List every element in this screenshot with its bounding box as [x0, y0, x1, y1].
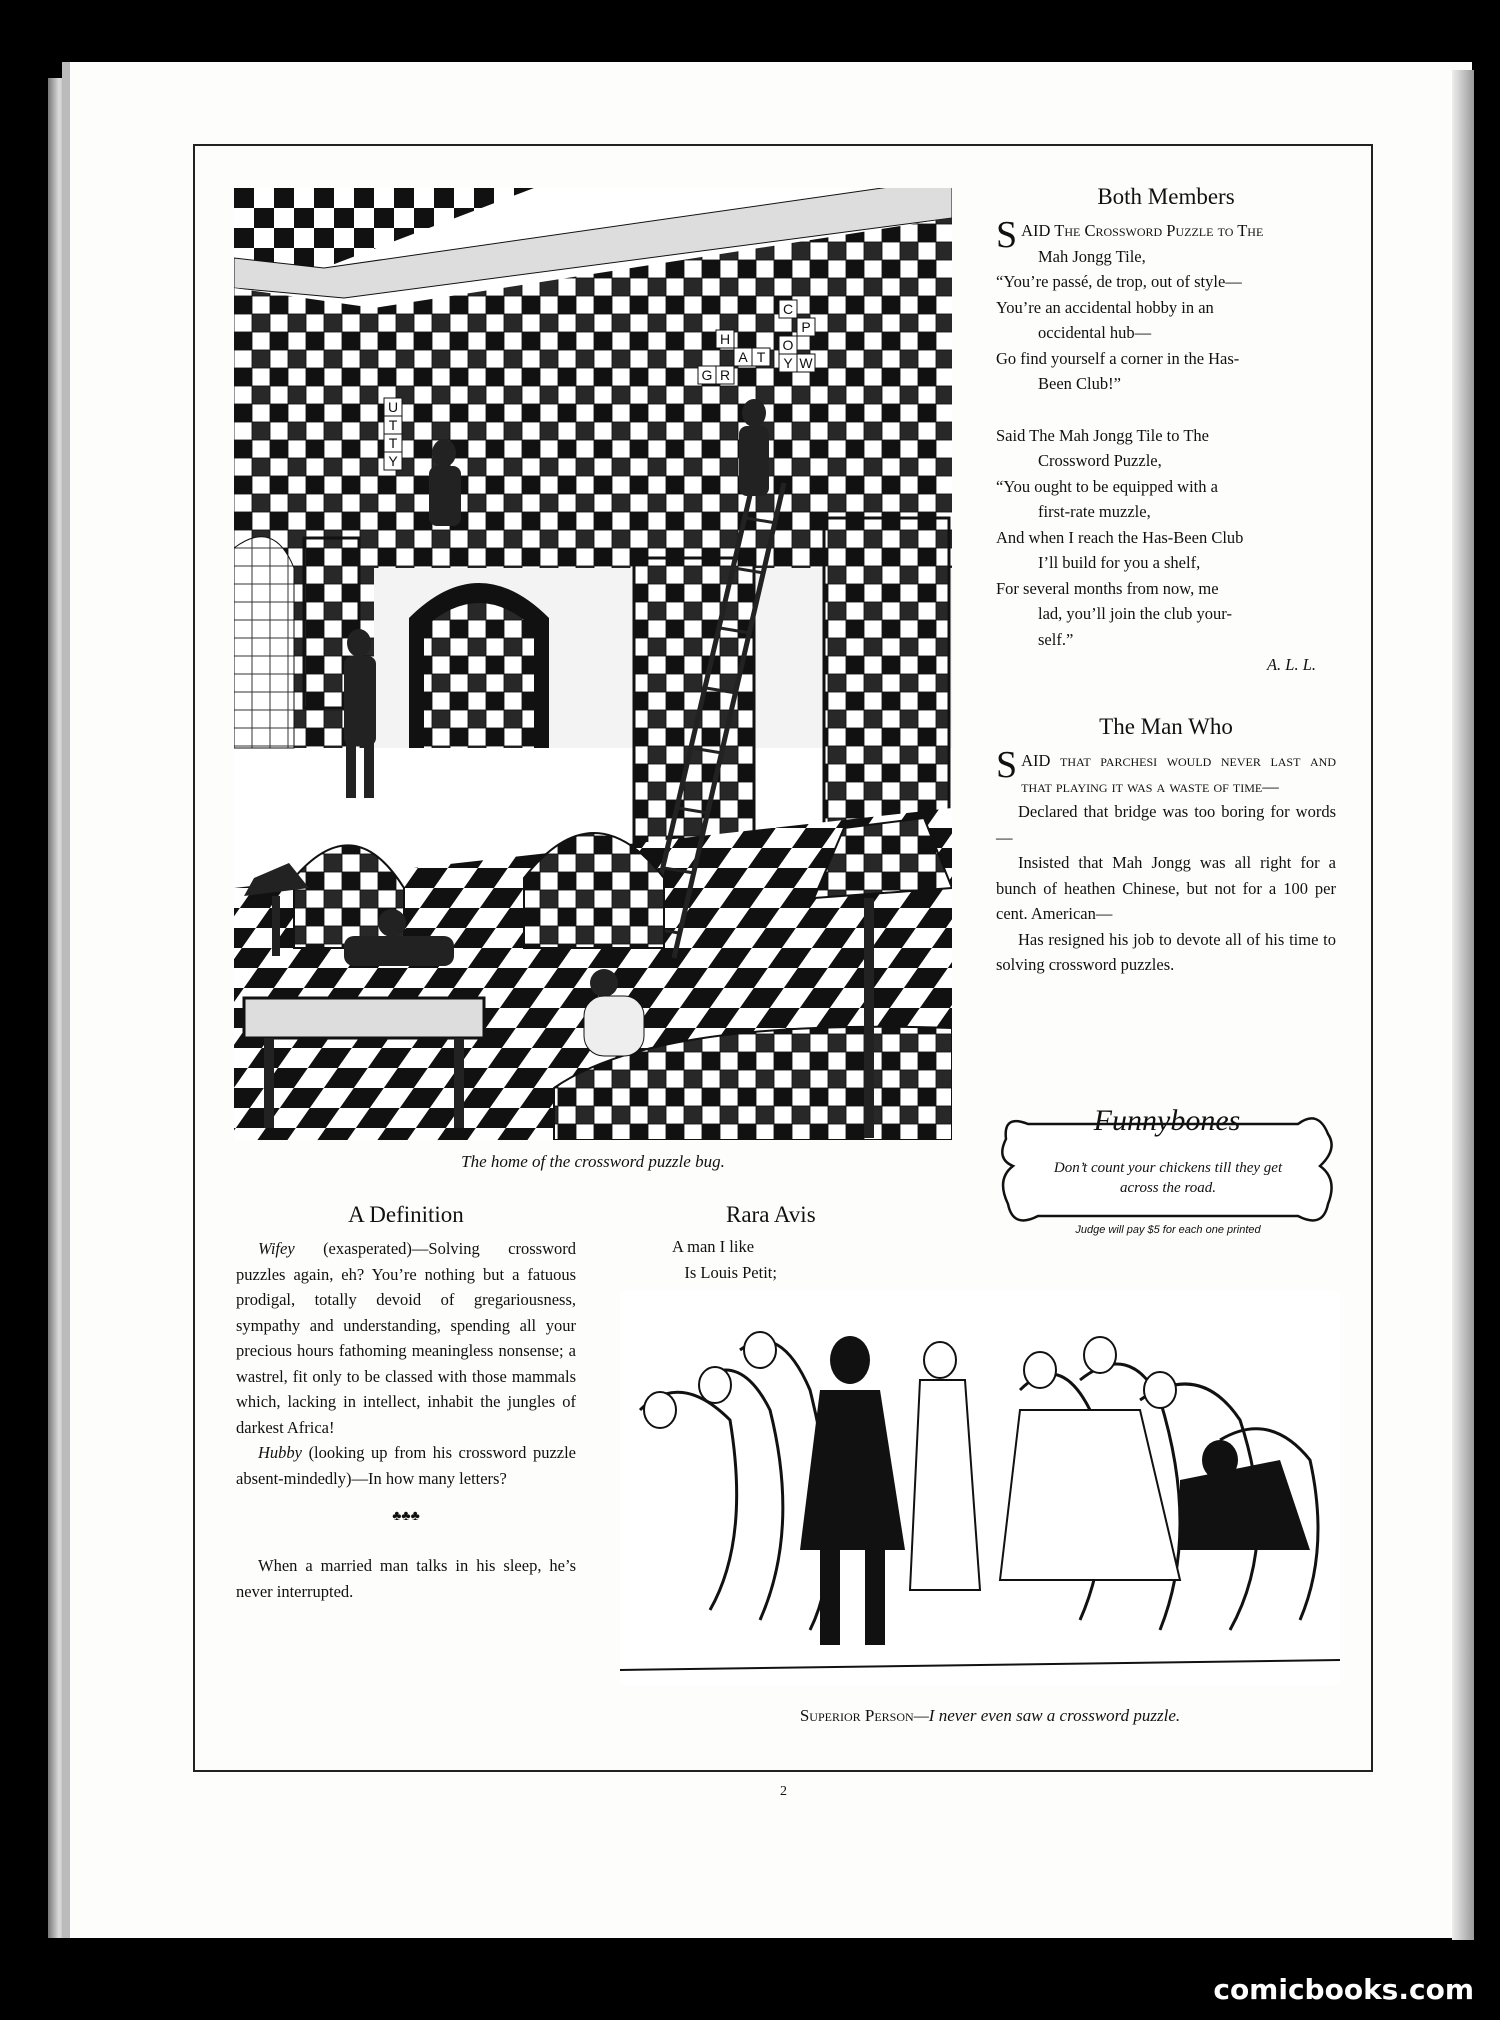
poem-line: first-rate muzzle,: [1038, 502, 1151, 521]
both-members-title: Both Members: [1097, 184, 1235, 209]
wall-letter: U: [387, 399, 399, 415]
wall-letter: G: [701, 367, 713, 383]
the-man-who-paragraph: Insisted that Mah Jongg was all right for a bunch of heathen Chinese, but not for a 100 per cent. American—: [996, 853, 1336, 923]
both-members-column: [996, 184, 1336, 678]
a-definition-title: A Definition: [348, 1202, 464, 1227]
poem-line: occidental hub—: [1038, 323, 1152, 342]
wall-letter: O: [782, 337, 794, 353]
poem-line: SAID The Crossword Puzzle to The: [996, 214, 1264, 256]
page-number: 2: [780, 1784, 787, 1799]
a-definition-paragraph: Wifey (exasperated)—Solving crossword puzzles again, eh? You’re nothing but a fatuous prodigal, totally devoid of gregariousness, sympathy and understanding, spending all your precious hours fathoming meaningless nonsense; a wastrel, fit only to be classed with those mammals which, lacking in intellect, inhabit the jungles of darkest Africa!: [236, 1239, 576, 1437]
wall-letter: T: [388, 435, 398, 451]
both-members-signature: A. L. L.: [1266, 655, 1316, 674]
rara-avis-title: Rara Avis: [726, 1202, 816, 1227]
funnybones-title: Funnybones: [1093, 1104, 1241, 1137]
wall-letter: C: [782, 301, 794, 317]
funnybones-footer: Judge will pay $5 for each one printed: [1075, 1224, 1261, 1236]
poem-line: lad, you’ll join the club your-: [1038, 604, 1232, 623]
poem-line: And when I reach the Has-Been Club: [996, 527, 1244, 547]
a-definition-column: [236, 1202, 576, 1604]
poem-line: [996, 397, 1336, 423]
poem-line: Is Louis Petit;: [672, 1262, 777, 1282]
wall-letter: T: [388, 417, 398, 433]
wall-letter: W: [799, 355, 813, 371]
poem-line: Been Club!”: [1038, 374, 1121, 393]
both-members-poem: [996, 214, 1336, 652]
poem-line: I’ll build for you a shelf,: [1038, 553, 1201, 572]
married-man-joke: When a married man talks in his sleep, he’s never interrupted.: [236, 1556, 576, 1601]
a-definition-paragraph: Hubby (looking up from his crossword puzzle absent-mindedly)—In how many letters?: [236, 1443, 576, 1488]
poem-line: A man I like: [672, 1237, 755, 1256]
wall-letter: H: [719, 331, 731, 347]
watermark: comicbooks.com: [1213, 1973, 1474, 2006]
wall-letter: A: [738, 349, 748, 365]
the-man-who-paragraph: SAID that parchesi would never last and that playing it was a waste of time—: [996, 744, 1336, 796]
the-man-who-title: The Man Who: [1099, 714, 1233, 739]
page-edge-right: [1452, 70, 1474, 1940]
laughing-crowd-illustration: [620, 1290, 1340, 1685]
poem-line: You’re an accidental hobby in an: [996, 297, 1214, 317]
drop-cap: S: [996, 214, 1018, 256]
top-illustration-caption: The home of the crossword puzzle bug.: [461, 1152, 725, 1171]
poem-line: Crossword Puzzle,: [1038, 451, 1162, 470]
poem-line: Said The Mah Jongg Tile to The: [996, 425, 1209, 445]
poem-line: Mah Jongg Tile,: [1038, 246, 1146, 266]
funnybones-box: [998, 1104, 1336, 1244]
poem-line: self.”: [1038, 629, 1074, 649]
the-man-who-column: [996, 714, 1336, 978]
bottom-illustration-caption: Superior Person—I never even saw a crossword puzzle.: [799, 1706, 1181, 1725]
poem-line: “You’re passé, de trop, out of style—: [996, 272, 1242, 291]
wall-letter: Y: [388, 453, 398, 469]
poem-line: For several months from now, me: [996, 578, 1219, 598]
drop-cap: S: [996, 744, 1018, 786]
funnybones-joke: Don’t count your chickens till they get across the road.: [1053, 1160, 1283, 1196]
wall-letter: R: [719, 367, 731, 383]
wall-letter: P: [801, 319, 811, 335]
poem-line: Go find yourself a corner in the Has-: [996, 348, 1240, 368]
wall-letter: T: [756, 349, 766, 365]
wall-letter: Y: [783, 355, 793, 371]
the-man-who-paragraph: Has resigned his job to devote all of his time to solving crossword puzzles.: [996, 929, 1336, 974]
the-man-who-paragraph: Declared that bridge was too boring for words—: [996, 802, 1336, 847]
section-separator: ♣♣♣: [392, 1509, 420, 1524]
poem-line: “You ought to be equipped with a: [996, 476, 1218, 496]
crossword-room-illustration: [234, 188, 952, 1140]
